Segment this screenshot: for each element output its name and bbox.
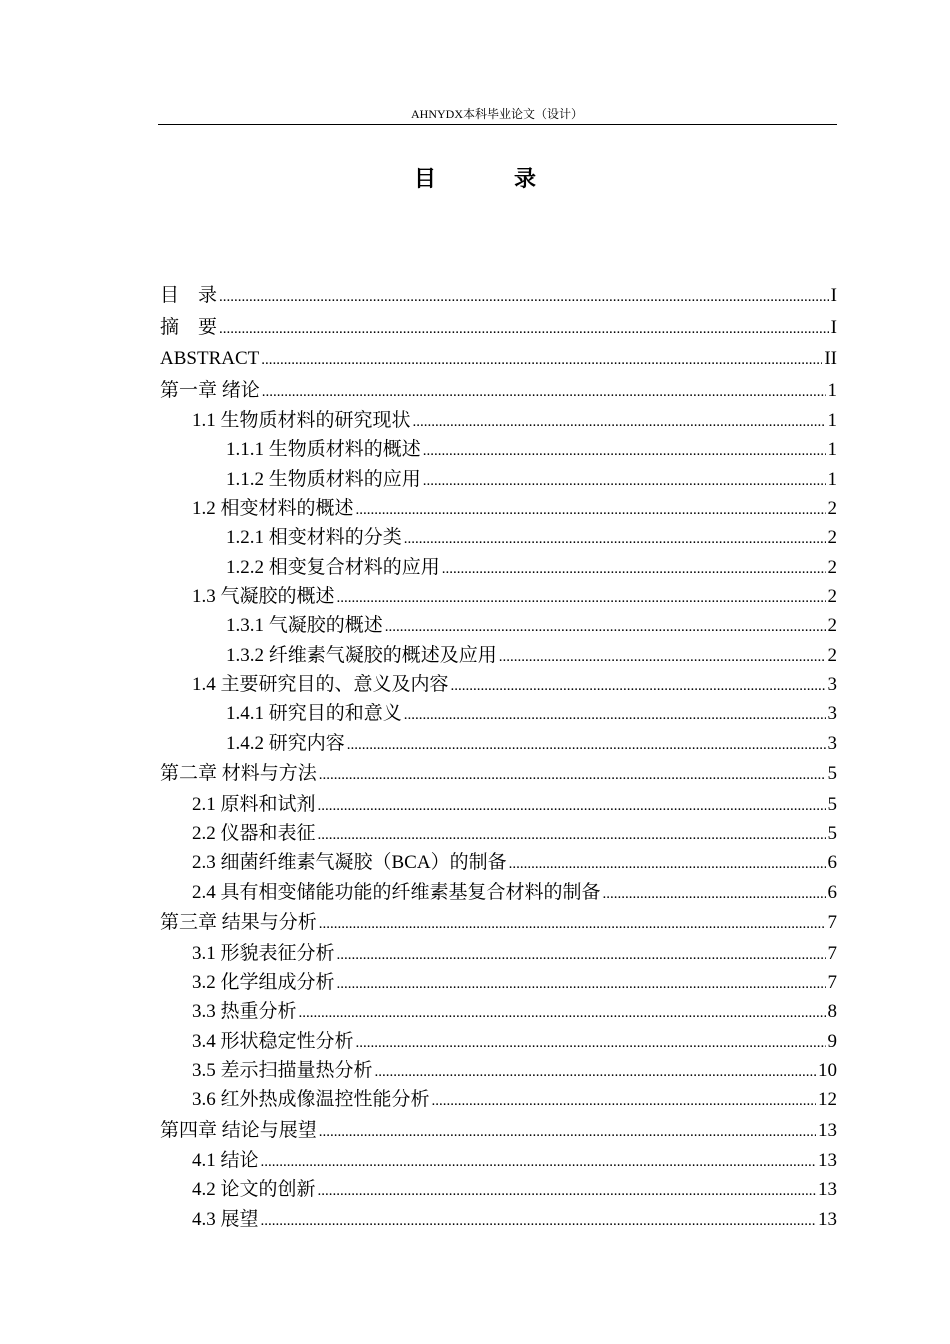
toc-entry-page-number: 2 bbox=[827, 586, 837, 608]
toc-dot-leader bbox=[337, 584, 826, 613]
toc-entry-page-number: 2 bbox=[827, 556, 837, 578]
toc-entry[interactable] bbox=[158, 1205, 837, 1234]
toc-entry-label: 1.2.1 相变材料的分类 bbox=[226, 527, 402, 549]
toc-entry-page-number: 5 bbox=[827, 763, 837, 785]
toc-entry-label: 目 录 bbox=[160, 285, 218, 306]
toc-dot-leader bbox=[356, 496, 826, 525]
toc-entry-label: 第二章 材料与方法 bbox=[160, 763, 317, 785]
toc-entry-label: 1.2.2 相变复合材料的应用 bbox=[226, 556, 440, 578]
toc-entry[interactable] bbox=[158, 312, 837, 344]
toc-entry[interactable] bbox=[158, 699, 837, 728]
toc-dot-leader bbox=[385, 613, 826, 642]
toc-entry[interactable] bbox=[158, 968, 837, 997]
toc-entry[interactable] bbox=[158, 790, 837, 819]
toc-entry-page-number: 13 bbox=[818, 1179, 837, 1201]
toc-entry-label: 4.2 论文的创新 bbox=[192, 1179, 316, 1201]
toc-entry-label: 3.2 化学组成分析 bbox=[192, 971, 335, 993]
toc-entry[interactable] bbox=[158, 848, 837, 877]
toc-dot-leader bbox=[442, 555, 826, 584]
toc-dot-leader bbox=[509, 850, 826, 879]
toc-entry[interactable] bbox=[158, 758, 837, 790]
running-header: AHNYDX本科毕业论文（设计） bbox=[411, 107, 583, 121]
toc-entry[interactable] bbox=[158, 997, 837, 1026]
toc-entry-label: 2.4 具有相变储能功能的纤维素基复合材料的制备 bbox=[192, 881, 601, 903]
toc-entry-label: 第四章 结论与展望 bbox=[160, 1119, 317, 1141]
toc-entry-label: 1.4.1 研究目的和意义 bbox=[226, 703, 402, 725]
toc-entry-page-number: 1 bbox=[827, 410, 837, 431]
toc-entry-label: 2.2 仪器和表征 bbox=[192, 822, 316, 844]
toc-entry-page-number: I bbox=[830, 285, 837, 306]
toc-entry-label: 第一章 绪论 bbox=[160, 379, 260, 401]
toc-entry-label: 1.4.2 研究内容 bbox=[226, 732, 345, 754]
toc-title: 目 录 bbox=[413, 167, 564, 192]
toc-entry-page-number: 3 bbox=[827, 674, 837, 696]
toc-entry-page-number: 2 bbox=[827, 615, 837, 637]
toc-entry-page-number: 5 bbox=[827, 822, 837, 844]
toc-entry[interactable] bbox=[158, 435, 837, 464]
toc-dot-leader bbox=[337, 970, 826, 999]
toc-entry-label: 摘 要 bbox=[160, 316, 218, 338]
toc-entry-label: 3.1 形貌表征分析 bbox=[192, 942, 335, 964]
toc-entry-label: 1.3.1 气凝胶的概述 bbox=[226, 615, 383, 637]
toc-entry-page-number: 6 bbox=[827, 881, 837, 903]
toc-entry[interactable] bbox=[158, 343, 837, 375]
toc-entry-page-number: 2 bbox=[827, 498, 837, 520]
toc-entry[interactable] bbox=[158, 939, 837, 968]
toc-entry[interactable] bbox=[158, 523, 837, 552]
toc-entry[interactable] bbox=[158, 1027, 837, 1056]
toc-entry-label: 1.1.1 生物质材料的概述 bbox=[226, 439, 421, 461]
toc-entry-label: 3.4 形状稳定性分析 bbox=[192, 1030, 354, 1052]
toc-entry[interactable] bbox=[158, 878, 837, 907]
toc-entry[interactable] bbox=[158, 406, 837, 435]
toc-entry-page-number: 6 bbox=[827, 852, 837, 874]
toc-dot-leader bbox=[375, 1058, 816, 1087]
toc-dot-leader bbox=[318, 821, 826, 850]
toc-dot-leader bbox=[318, 792, 826, 821]
header-rule bbox=[158, 124, 837, 125]
toc-entry-label: ABSTRACT bbox=[160, 348, 260, 369]
toc-dot-leader bbox=[337, 941, 826, 970]
toc-entry-page-number: 9 bbox=[827, 1030, 837, 1052]
toc-dot-leader bbox=[299, 999, 826, 1028]
toc-entry-label: 第三章 结果与分析 bbox=[160, 912, 317, 933]
toc-entry-page-number: 7 bbox=[827, 971, 837, 993]
toc-dot-leader bbox=[413, 408, 826, 437]
table-of-contents bbox=[158, 280, 837, 1234]
toc-entry[interactable] bbox=[158, 553, 837, 582]
toc-dot-leader bbox=[356, 1029, 826, 1058]
toc-dot-leader bbox=[423, 437, 826, 466]
toc-dot-leader bbox=[219, 314, 829, 346]
toc-entry[interactable] bbox=[158, 582, 837, 611]
toc-entry[interactable] bbox=[158, 280, 837, 312]
toc-dot-leader bbox=[261, 1207, 816, 1236]
toc-entry-page-number: I bbox=[830, 316, 837, 338]
toc-dot-leader bbox=[404, 701, 826, 730]
toc-entry[interactable] bbox=[158, 907, 837, 939]
toc-entry-page-number: 8 bbox=[827, 1001, 837, 1023]
toc-entry-page-number: 2 bbox=[827, 527, 837, 549]
toc-entry[interactable] bbox=[158, 375, 837, 407]
toc-entry-page-number: 13 bbox=[818, 1119, 837, 1141]
toc-entry[interactable] bbox=[158, 729, 837, 758]
toc-entry[interactable] bbox=[158, 819, 837, 848]
toc-entry-page-number: 12 bbox=[818, 1089, 837, 1111]
toc-entry[interactable] bbox=[158, 1175, 837, 1204]
toc-entry[interactable] bbox=[158, 1146, 837, 1175]
toc-entry[interactable] bbox=[158, 641, 837, 670]
toc-entry[interactable] bbox=[158, 670, 837, 699]
toc-entry-label: 3.3 热重分析 bbox=[192, 1001, 297, 1023]
toc-entry-page-number: 1 bbox=[827, 379, 837, 401]
toc-entry-label: 1.3 气凝胶的概述 bbox=[192, 586, 335, 608]
toc-dot-leader bbox=[499, 643, 826, 672]
toc-entry-label: 3.5 差示扫描量热分析 bbox=[192, 1059, 373, 1081]
toc-entry[interactable] bbox=[158, 494, 837, 523]
toc-entry-label: 1.1 生物质材料的研究现状 bbox=[192, 410, 411, 431]
toc-entry-label: 2.3 细菌纤维素气凝胶（BCA）的制备 bbox=[192, 852, 507, 874]
toc-dot-leader bbox=[318, 1177, 816, 1206]
toc-entry-label: 4.1 结论 bbox=[192, 1150, 259, 1172]
toc-entry-label: 1.3.2 纤维素气凝胶的概述及应用 bbox=[226, 644, 497, 666]
toc-entry-page-number: II bbox=[824, 348, 837, 369]
toc-entry[interactable] bbox=[158, 465, 837, 494]
toc-entry-page-number: 7 bbox=[827, 912, 837, 933]
toc-entry-label: 4.3 展望 bbox=[192, 1208, 259, 1230]
toc-entry-page-number: 1 bbox=[827, 439, 837, 461]
toc-dot-leader bbox=[319, 1117, 816, 1149]
toc-entry-page-number: 3 bbox=[827, 703, 837, 725]
toc-entry[interactable] bbox=[158, 1056, 837, 1085]
toc-entry-label: 3.6 红外热成像温控性能分析 bbox=[192, 1089, 430, 1111]
toc-entry-label: 2.1 原料和试剂 bbox=[192, 793, 316, 815]
toc-entry-page-number: 10 bbox=[818, 1059, 837, 1081]
toc-entry-label: 1.2 相变材料的概述 bbox=[192, 498, 354, 520]
toc-dot-leader bbox=[319, 760, 826, 792]
toc-dot-leader bbox=[603, 880, 826, 909]
toc-dot-leader bbox=[262, 377, 826, 409]
toc-entry-page-number: 13 bbox=[818, 1150, 837, 1172]
toc-dot-leader bbox=[423, 467, 826, 496]
toc-dot-leader bbox=[404, 525, 826, 554]
toc-entry-page-number: 13 bbox=[818, 1208, 837, 1230]
toc-entry-label: 1.1.2 生物质材料的应用 bbox=[226, 468, 421, 490]
toc-dot-leader bbox=[261, 1148, 816, 1177]
toc-dot-leader bbox=[261, 345, 822, 377]
toc-entry[interactable] bbox=[158, 1115, 837, 1147]
toc-entry-page-number: 7 bbox=[827, 942, 837, 964]
toc-entry[interactable] bbox=[158, 1085, 837, 1114]
toc-dot-leader bbox=[219, 282, 829, 314]
toc-entry-page-number: 2 bbox=[827, 644, 837, 666]
toc-entry-page-number: 3 bbox=[827, 732, 837, 754]
toc-entry-label: 1.4 主要研究目的、意义及内容 bbox=[192, 674, 449, 696]
toc-dot-leader bbox=[347, 731, 826, 760]
toc-dot-leader bbox=[451, 672, 826, 701]
toc-entry-page-number: 1 bbox=[827, 468, 837, 490]
toc-dot-leader bbox=[432, 1087, 816, 1116]
toc-entry-page-number: 5 bbox=[827, 793, 837, 815]
toc-entry[interactable] bbox=[158, 611, 837, 640]
toc-dot-leader bbox=[319, 909, 826, 941]
